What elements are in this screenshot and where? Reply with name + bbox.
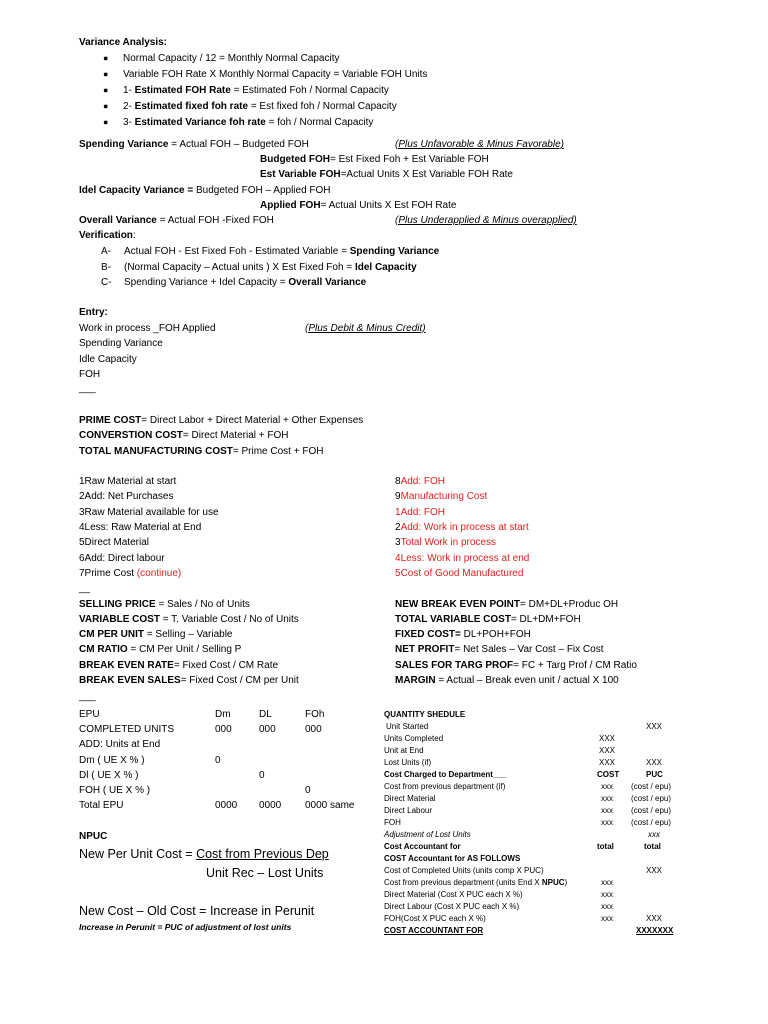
formula-right: NEW BREAK EVEN POINT= DM+DL+Produc OH [395,599,619,610]
qty-cell: XXX [599,758,616,767]
bullet-item: 2- Estimated fixed foh rate = Est fixed foh / Normal Capacity [123,101,397,112]
qty-cell: total [644,842,661,851]
epu-cell: 000 [305,724,322,735]
variance-heading: Variance Analysis: [79,37,168,48]
raw-list-item: 6Add: Direct labour [79,553,165,564]
npuc-formula: New Per Unit Cost = Cost from Previous Dep [79,847,329,861]
raw-list-item: 5Direct Material [79,537,150,548]
epu-cell: 0 [305,785,311,796]
bullet-dot: ● [103,117,109,127]
formula-left: SELLING PRICE = Sales / No of Units [79,599,250,610]
epu-header: FOh [305,709,325,720]
entry-line: FOH [79,369,101,380]
verify-item: (Normal Capacity – Actual units ) X Est Fixed Foh = Idel Capacity [124,262,417,273]
epu-cell: 000 [259,724,276,735]
increase-note: Increase in Perunit = PUC of adjustment of lost units [79,922,292,932]
qty-row-label: Cost Charged to Department___ [384,770,507,779]
qty-row-label: Cost from previous department (units End X NPUC) [384,878,568,887]
mfg-list-item: 3Total Work in process [395,537,496,548]
qty-cell: XXX [599,746,616,755]
bullet-dot: ● [103,101,109,111]
epu-cell: 0000 [259,800,282,811]
epu-cell: 0000 same [305,800,355,811]
qty-cell: xxx [601,818,613,827]
bullet-item: 3- Estimated Variance foh rate = foh / Normal Capacity [123,117,374,128]
total-manufacturing-cost: TOTAL MANUFACTURING COST= Prime Cost + FOH [79,446,324,457]
verify-item: Spending Variance + Idel Capacity = Overall Variance [124,277,367,288]
mfg-list-item: 2Add: Work in process at start [395,522,529,533]
entry-line: Spending Variance [79,338,163,349]
budgeted-foh: Budgeted FOH= Est Fixed Foh + Est Variable FOH [260,154,489,165]
formula-right: NET PROFIT= Net Sales – Var Cost – Fix Cost [395,644,604,655]
formula-left: VARIABLE COST = T. Variable Cost / No of Units [79,614,299,625]
epu-row-label: COMPLETED UNITS [79,724,175,735]
epu-cell: 0 [259,770,265,781]
qty-cell: PUC [646,770,663,779]
spending-note: (Plus Unfavorable & Minus Favorable) [395,139,564,150]
divider: ___ [79,383,96,394]
qty-title: QUANTITY SHEDULE [384,710,466,719]
qty-cell: xxx [648,830,660,839]
qty-row-label: Direct Material [384,794,436,803]
increase-formula: New Cost – Old Cost = Increase in Perunit [79,904,315,918]
epu-cell: 0000 [215,800,238,811]
verification-heading: Verification: [79,230,136,241]
formula-left: CM RATIO = CM Per Unit / Selling P [79,644,242,655]
bullet-dot: ● [103,53,109,63]
qty-cell: XXX [646,914,663,923]
est-variable-foh: Est Variable FOH=Actual Units X Est Variable FOH Rate [260,169,513,180]
epu-row-label: ADD: Units at End [79,739,161,750]
divider: ___ [79,691,96,702]
qty-cell: (cost / epu) [631,818,672,827]
verify-letter: C- [101,277,112,288]
spending-variance: Spending Variance = Actual FOH – Budgeted FOH [79,139,309,150]
qty-cell: xxx [601,794,613,803]
qty-cell: COST [597,770,620,779]
raw-list-item: 4Less: Raw Material at End [79,522,202,533]
epu-header: EPU [79,709,100,720]
entry-line: Idle Capacity [79,354,137,365]
bullet-item: 1- Estimated FOH Rate = Estimated Foh / Normal Capacity [123,85,389,96]
qty-row-label: Direct Labour (Cost X PUC each X %) [384,902,520,911]
qty-cell: xxx [601,902,613,911]
qty-cell: XXX [599,734,616,743]
bullet-item: Variable FOH Rate X Monthly Normal Capacity = Variable FOH Units [123,69,428,80]
mfg-list-item: 4Less: Work in process at end [395,553,530,564]
mfg-list-item: 8Add: FOH [395,476,446,487]
overall-variance: Overall Variance = Actual FOH -Fixed FOH [79,215,274,226]
divider: __ [79,583,91,594]
raw-list-item: 1Raw Material at start [79,476,177,487]
formula-right: SALES FOR TARG PROF= FC + Targ Prof / CM Ratio [395,660,637,671]
formula-left: CM PER UNIT = Selling – Variable [79,629,233,640]
bullet-dot: ● [103,85,109,95]
qty-cell: XXX [646,866,663,875]
qty-row-label: Adjustment of Lost Units [384,830,471,839]
epu-row-label: Dl ( UE X % ) [79,770,139,781]
qty-cell: (cost / epu) [631,806,672,815]
npuc-heading: NPUC [79,831,108,842]
qty-row-label: COST ACCOUNTANT FOR [384,926,484,935]
mfg-list-item: 1Add: FOH [395,507,446,518]
qty-row-label: COST Accountant for AS FOLLOWS [384,854,521,863]
qty-row-label: Direct Material (Cost X PUC each X %) [384,890,523,899]
epu-header: Dm [215,709,231,720]
overall-note: (Plus Underapplied & Minus overapplied) [395,215,577,226]
formula-right: FIXED COST= DL+POH+FOH [395,629,531,640]
verify-letter: A- [101,246,111,257]
qty-cell: xxx [601,914,613,923]
qty-row-label: FOH(Cost X PUC each X %) [384,914,486,923]
npuc-denominator: Unit Rec – Lost Units [206,866,324,880]
verify-item: Actual FOH - Est Fixed Foh - Estimated Variable = Spending Variance [124,246,440,257]
raw-list-item: 2Add: Net Purchases [79,491,174,502]
qty-cell: XXX [646,722,663,731]
qty-cell: xxx [601,806,613,815]
qty-row-label: Cost from previous department (if) [384,782,506,791]
qty-cell: XXX [646,758,663,767]
qty-cell: XXXXXXX [636,926,674,935]
epu-header: DL [259,709,272,720]
qty-row-label: FOH [384,818,401,827]
qty-cell: total [597,842,614,851]
epu-row-label: Total EPU [79,800,124,811]
epu-cell: 000 [215,724,232,735]
entry-note: (Plus Debit & Minus Credit) [305,323,426,334]
mfg-list-item: 5Cost of Good Manufactured [395,568,524,579]
raw-list-item: 7Prime Cost (continue) [79,568,182,579]
epu-cell: 0 [215,755,221,766]
qty-cell: xxx [601,782,613,791]
qty-cell: xxx [601,878,613,887]
qty-cell: (cost / epu) [631,782,672,791]
formula-right: MARGIN = Actual – Break even unit / actual X 100 [395,675,619,686]
conversion-cost: CONVERSTION COST= Direct Material + FOH [79,430,289,441]
mfg-list-item: 9Manufacturing Cost [395,491,488,502]
qty-row-label: Direct Labour [384,806,433,815]
formula-left: BREAK EVEN RATE= Fixed Cost / CM Rate [79,660,279,671]
formula-right: TOTAL VARIABLE COST= DL+DM+FOH [395,614,581,625]
epu-row-label: Dm ( UE X % ) [79,755,145,766]
qty-row-label: Lost Units (if) [384,758,432,767]
qty-row-label: Unit Started [386,722,429,731]
verify-letter: B- [101,262,111,273]
idle-capacity-variance: Idel Capacity Variance = Budgeted FOH – Applied FOH [79,185,331,196]
formula-left: BREAK EVEN SALES= Fixed Cost / CM per Unit [79,675,299,686]
bullet-item: Normal Capacity / 12 = Monthly Normal Capacity [123,53,340,64]
epu-row-label: FOH ( UE X % ) [79,785,151,796]
qty-cell: (cost / epu) [631,794,672,803]
qty-row-label: Cost of Completed Units (units comp X PUC) [384,866,544,875]
qty-cell: xxx [601,890,613,899]
applied-foh: Applied FOH= Actual Units X Est FOH Rate [260,200,457,211]
entry-heading: Entry: [79,307,108,318]
bullet-dot: ● [103,69,109,79]
qty-row-label: Unit at End [384,746,424,755]
entry-line: Work in process _FOH Applied [79,323,216,334]
prime-cost: PRIME COST= Direct Labor + Direct Material + Other Expenses [79,415,364,426]
qty-row-label: Cost Accountant for [384,842,461,851]
raw-list-item: 3Raw Material available for use [79,507,219,518]
qty-row-label: Units Completed [384,734,444,743]
